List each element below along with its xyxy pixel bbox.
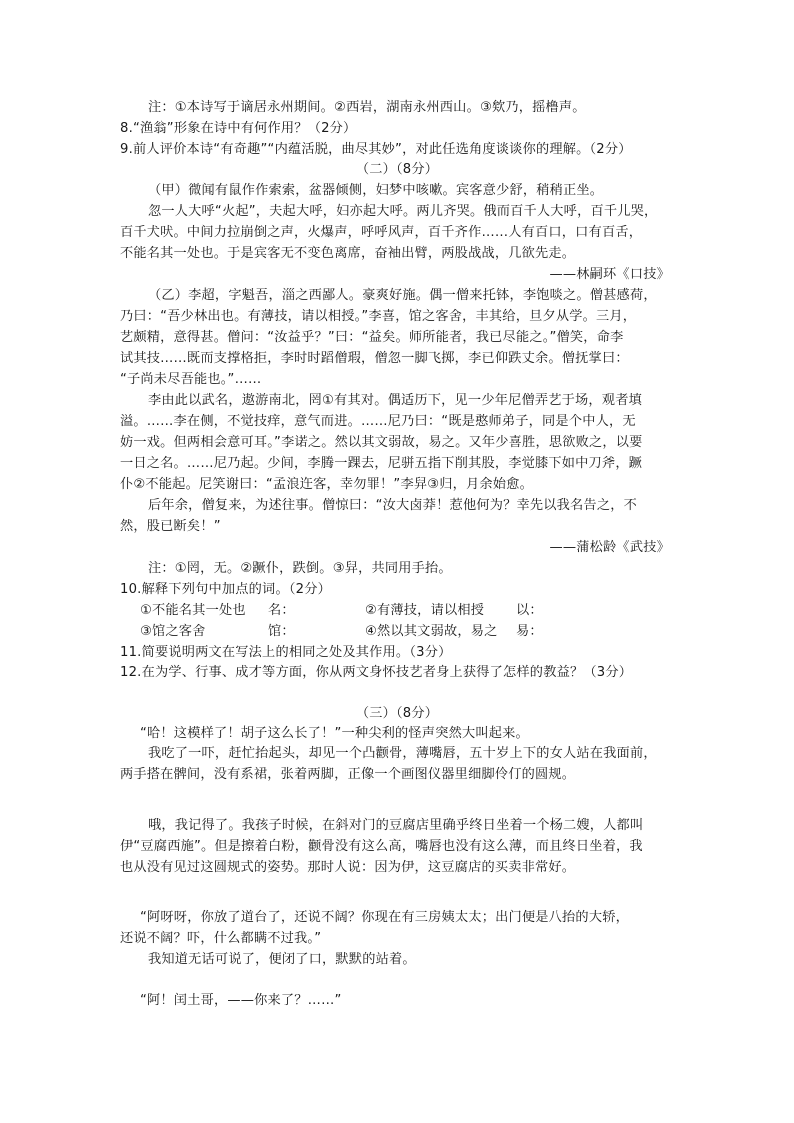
q10-item-1 <box>140 601 295 621</box>
question-11: 11.简要说明两文在写法上的相同之处及其作用。（3分） <box>120 645 452 660</box>
passage-yi-notes: 注：①罔，无。②蹶仆，跌倒。③舁，共同用手抬。 <box>148 561 452 576</box>
passage-jia-line: 忽一人大呼“火起”，夫起大呼，妇亦起大呼。两儿齐哭。俄而百千人大呼，百千儿哭， <box>148 204 658 219</box>
passage-yi-line: 仆②不能起。尼笑谢曰：“孟浪迕客，幸勿罪！”李舁③归，月余始愈。 <box>120 477 533 492</box>
q10-sentence: ④然以其文弱故，易之 <box>365 624 498 639</box>
passage-yi-line: 李由此以武名，遨游南北，罔①有其对。偶适历下，见一少年尼僧弄艺于场，观者填 <box>148 393 642 408</box>
q10-item-3 <box>140 622 295 642</box>
passage-jia-source: ——林嗣环《口技》 <box>549 267 670 282</box>
question-10: 10.解释下列句中加点的词。（2分） <box>120 582 331 597</box>
passage-jia-line: （甲）微闻有鼠作作索索，盆器倾侧，妇梦中咳嗽。宾客意少舒，稍稍正坐。 <box>148 183 604 198</box>
section-2-heading: （二）（8分） <box>355 162 439 177</box>
q10-word-blank: 易： <box>516 624 543 639</box>
passage-yi-line: 溢。……李在侧，不觉技痒，意气而进。……尼乃曰：“既是憨师弟子，同是个中人，无 <box>120 414 636 429</box>
passage-3-line: “阿呀呀，你放了道台了，还说不阔？你现在有三房姨太太；出门便是八抬的大轿， <box>140 910 629 925</box>
passage-3-line: “阿！闰土哥，——你来了？……” <box>140 993 342 1008</box>
passage-jia-line: 百千犬吠。中间力拉崩倒之声，火爆声，呼呼风声，百千齐作……人有百口，口有百舌， <box>120 225 643 240</box>
q10-sentence: ②有薄技，请以相授 <box>365 603 485 618</box>
q10-sentence: ①不能名其一处也 <box>140 603 246 618</box>
question-12: 12.在为学、行事、成才等方面，你从两文身怀技艺者身上获得了怎样的教益？（3分） <box>120 665 633 680</box>
passage-yi-line: （乙）李超，字魁吾，淄之西鄙人。豪爽好施。偶一僧来托钵，李饱啖之。僧甚感荷， <box>148 288 657 303</box>
passage-yi-line: 妨一戏。但两相会意可耳。”李诺之。然以其文弱故，易之。又年少喜胜，思欲败之，以要 <box>120 435 643 450</box>
poem-notes: 注：①本诗写于谪居永州期间。②西岩，湖南永州西山。③欸乃，摇橹声。 <box>148 100 586 115</box>
question-8: 8.“渔翁”形象在诗中有何作用？（2分） <box>120 121 357 136</box>
passage-3-line: 我吃了一吓，赶忙抬起头，却见一个凸颧骨，薄嘴唇，五十岁上下的女人站在我面前， <box>148 746 657 761</box>
passage-yi-source: ——蒲松龄《武技》 <box>549 540 670 555</box>
passage-3-line: 还说不阔？吓，什么都瞒不过我。” <box>120 931 322 946</box>
passage-yi-line: 艺颇精，意得甚。僧问：“汝益乎？”曰：“益矣。师所能者，我已尽能之。”僧笑，命李 <box>120 330 624 345</box>
section-3-heading: （三）（8分） <box>355 706 439 721</box>
q10-item-2 <box>365 601 543 621</box>
passage-jia-line: 不能名其一处也。于是宾客无不变色离席，奋袖出臂，两股战战，几欲先走。 <box>120 246 576 261</box>
q10-sentence: ③馆之客舍 <box>140 624 206 639</box>
passage-yi-line: 后年余，僧复来，为述往事。僧惊曰：“汝大卤莽！惹他何为？幸先以我名告之，不 <box>148 498 637 513</box>
passage-3-line: 也从没有见过这圆规式的姿势。那时人说：因为伊，这豆腐店的买卖非常好。 <box>120 860 576 875</box>
passage-yi-line: 试其技……既而支撑格拒，李时时蹈僧瑕，僧忽一脚飞掷，李已仰跌丈余。僧抚掌曰： <box>120 351 629 366</box>
q10-item-4 <box>365 622 543 642</box>
passage-yi-line: 一日之名。……尼乃起。少间，李腾一踝去，尼骈五指下削其股，李觉膝下如中刀斧，蹶 <box>120 456 643 471</box>
passage-yi-line: 然，股已断矣！” <box>120 519 221 534</box>
passage-3-line: 哦，我记得了。我孩子时候，在斜对门的豆腐店里确乎终日坐着一个杨二嫂，人都叫 <box>148 818 644 833</box>
passage-3-line: 伊“豆腐西施”。但是擦着白粉，颧骨没有这么高，嘴唇也没有这么薄，而且终日坐着，我 <box>120 839 643 854</box>
question-9: 9.前人评价本诗“有奇趣”“内蕴活脱，曲尽其妙”，对此任选角度谈谈你的理解。（2分） <box>120 142 632 157</box>
q10-word-blank: 馆： <box>268 624 295 639</box>
passage-3-line: “哈！这模样了！胡子这么长了！”一种尖利的怪声突然大叫起来。 <box>140 726 529 741</box>
q10-word-blank: 名： <box>268 603 295 618</box>
passage-3-line: 两手搭在髀间，没有系裙，张着两脚，正像一个画图仪器里细脚伶仃的圆规。 <box>120 767 576 782</box>
passage-3-line: 我知道无话可说了，便闭了口，默默的站着。 <box>148 952 416 967</box>
q10-word-blank: 以： <box>516 603 543 618</box>
passage-yi-line: “子尚未尽吾能也。”…… <box>120 372 262 387</box>
passage-yi-line: 乃曰：“吾少林出也。有薄技，请以相授。”李喜，馆之客舍，丰其给，旦夕从学。三月， <box>120 309 637 324</box>
